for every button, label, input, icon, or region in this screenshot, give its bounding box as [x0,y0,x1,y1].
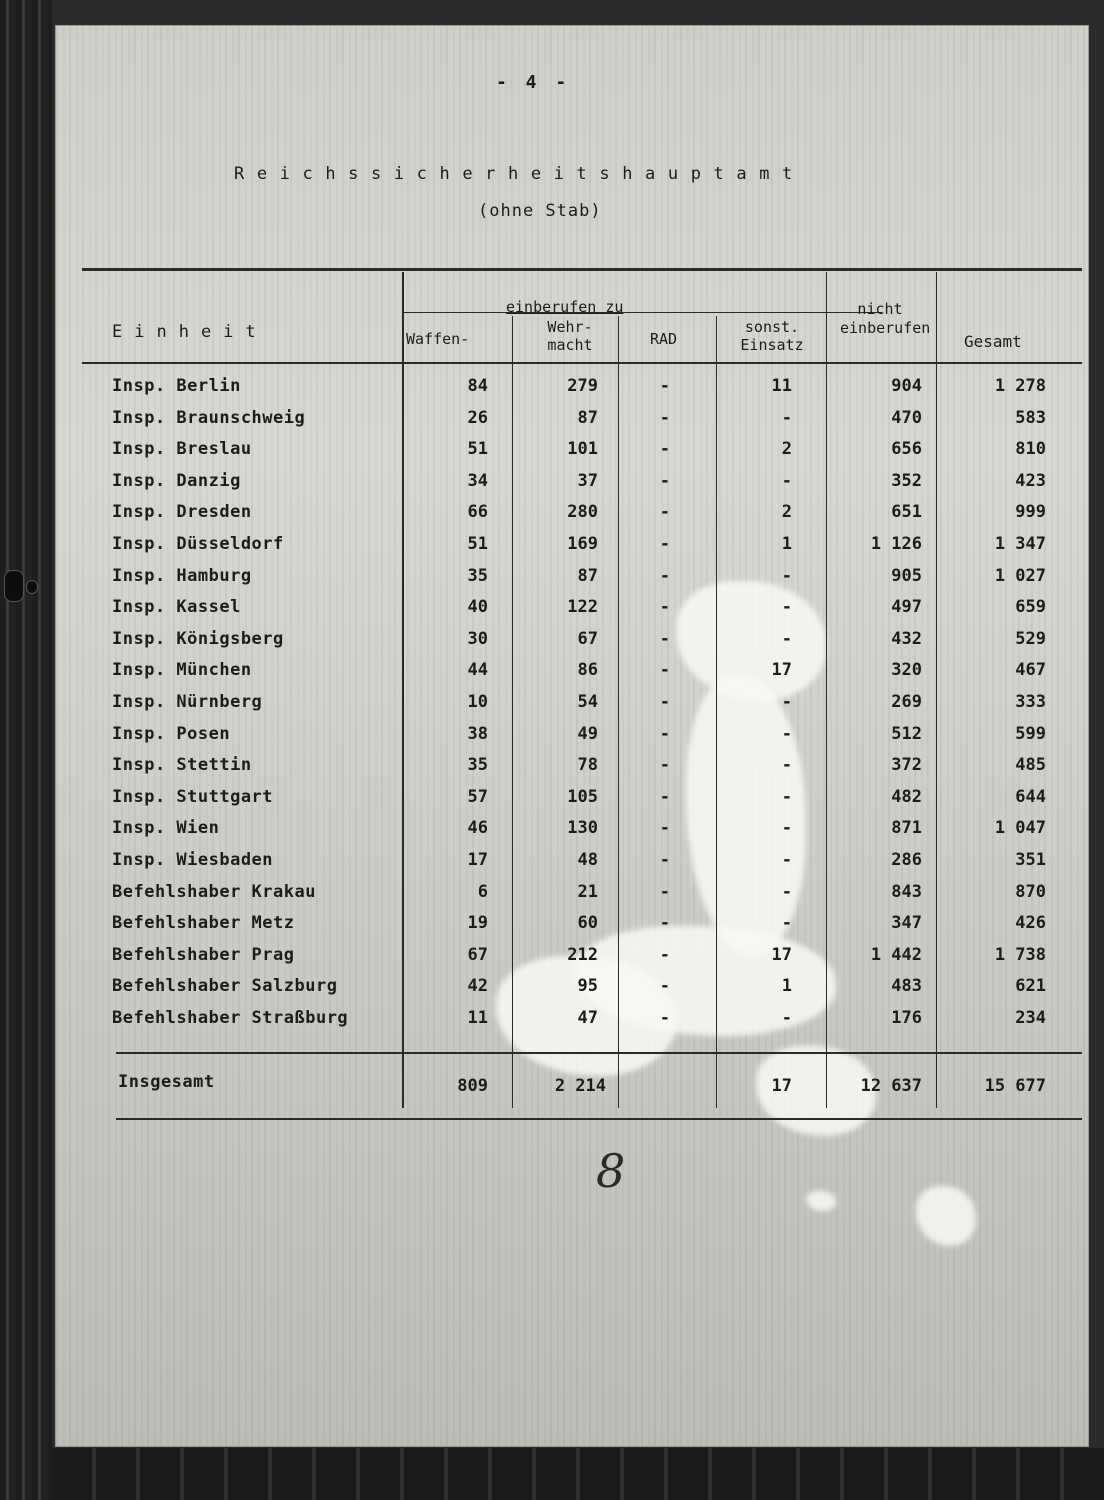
row-waffen: 35 [467,565,488,586]
row-rad: - [659,786,670,807]
row-unit: Insp. Nürnberg [112,692,263,712]
row-rad: - [659,755,670,776]
row-wehrmacht: 279 [567,376,598,396]
total-wehrmacht: 2 214 [554,1076,606,1096]
row-rad: - [659,976,670,997]
row-gesamt: 426 [1015,913,1046,934]
row-wehrmacht: 87 [577,565,598,586]
row-wehrmacht: 95 [577,976,598,997]
row-nicht: 269 [891,692,922,712]
row-nicht: 286 [891,850,922,870]
row-gesamt: 1 278 [994,376,1046,396]
row-unit: Insp. München [112,660,252,681]
row-rad: - [659,723,670,744]
row-waffen: 30 [467,628,488,649]
row-unit: Insp. Posen [112,723,231,744]
row-wehrmacht: 49 [577,723,598,744]
row-waffen: 51 [467,534,488,554]
binder-hole-small [26,580,38,594]
row-gesamt: 644 [1015,786,1046,807]
row-rad: - [659,692,670,712]
row-sonst: - [781,597,792,618]
row-gesamt: 810 [1015,439,1046,460]
row-sonst: - [781,723,792,744]
row-waffen: 19 [467,913,488,934]
row-gesamt: 621 [1015,976,1046,997]
col-header-waffen: Waffen- [406,330,470,348]
row-unit: Befehlshaber Metz [112,913,295,934]
col-header-einheit: Einheit [112,322,268,342]
row-unit: Insp. Berlin [112,376,241,396]
row-waffen: 17 [467,850,488,870]
row-sonst: 2 [781,439,792,460]
row-unit: Befehlshaber Salzburg [112,976,338,997]
row-wehrmacht: 78 [577,755,598,776]
page-subtitle: (ohne Stab) [478,201,602,221]
total-waffen: 809 [457,1076,488,1096]
row-wehrmacht: 48 [577,850,598,870]
row-unit: Insp. Wien [112,818,220,839]
total-gesamt: 15 677 [984,1076,1046,1096]
row-sonst: - [781,470,792,491]
row-gesamt: 351 [1015,850,1046,870]
row-sonst: 11 [771,376,792,396]
row-unit: Insp. Danzig [112,470,241,491]
row-unit: Insp. Hamburg [112,565,252,586]
paper-stain [916,1186,976,1246]
row-waffen: 51 [467,439,488,460]
row-wehrmacht: 37 [577,470,598,491]
group-header-einberufen: einberufen zu [506,298,624,316]
total-sonst: 17 [771,1076,792,1096]
row-rad: - [659,850,670,870]
row-wehrmacht: 87 [577,407,598,428]
column-divider [618,316,619,1108]
row-gesamt: 467 [1015,660,1046,681]
row-nicht: 497 [891,597,922,618]
binder-hole [4,570,24,602]
page-title: Reichssicherheitshauptamt [234,164,805,184]
column-divider [402,272,404,1108]
row-gesamt: 999 [1015,502,1046,523]
row-unit: Befehlshaber Prag [112,944,295,965]
row-waffen: 35 [467,755,488,776]
row-waffen: 42 [467,976,488,997]
row-rad: - [659,818,670,839]
row-unit: Insp. Königsberg [112,628,284,649]
row-rad: - [659,534,670,554]
row-wehrmacht: 212 [567,944,598,965]
scan-bottom-strip [52,1448,1104,1500]
row-gesamt: 529 [1015,628,1046,649]
column-divider [512,316,513,1108]
row-nicht: 651 [891,502,922,523]
row-waffen: 44 [467,660,488,681]
row-rad: - [659,881,670,902]
col-header-rad: RAD [650,330,678,348]
row-unit: Insp. Breslau [112,439,252,460]
row-rad: - [659,597,670,618]
document-page [56,26,1088,1446]
paper-stain [806,1191,836,1211]
row-waffen: 46 [467,818,488,839]
row-waffen: 66 [467,502,488,523]
row-nicht: 483 [891,976,922,997]
row-unit: Insp. Kassel [112,597,241,618]
row-waffen: 57 [467,786,488,807]
total-nicht: 12 637 [860,1076,922,1096]
row-nicht: 176 [891,1008,922,1028]
row-unit: Insp. Braunschweig [112,407,306,428]
row-rad: - [659,565,670,586]
row-rad: - [659,439,670,460]
row-gesamt: 1 347 [994,534,1046,554]
row-sonst: - [781,755,792,776]
row-waffen: 38 [467,723,488,744]
row-wehrmacht: 130 [567,818,598,839]
row-wehrmacht: 101 [567,439,598,460]
row-rad: - [659,944,670,965]
row-unit: Insp. Wiesbaden [112,850,274,870]
row-nicht: 512 [891,723,922,744]
row-sonst: - [781,565,792,586]
col-header-sonst: sonst. Einsatz [740,318,804,354]
row-sonst: - [781,407,792,428]
row-nicht: 347 [891,913,922,934]
row-nicht: 432 [891,628,922,649]
row-unit: Befehlshaber Straßburg [112,1008,349,1028]
row-sonst: - [781,881,792,902]
row-sonst: - [781,818,792,839]
row-waffen: 11 [467,1008,488,1028]
row-unit: Insp. Stettin [112,755,252,776]
row-gesamt: 659 [1015,597,1046,618]
row-wehrmacht: 169 [567,534,598,554]
row-nicht: 871 [891,818,922,839]
row-sonst: - [781,628,792,649]
table-top-rule [82,268,1082,271]
row-rad: - [659,502,670,523]
row-sonst: - [781,850,792,870]
row-rad: - [659,470,670,491]
row-nicht: 470 [891,407,922,428]
row-wehrmacht: 280 [567,502,598,523]
row-rad: - [659,407,670,428]
row-nicht: 904 [891,376,922,396]
row-gesamt: 1 047 [994,818,1046,839]
row-waffen: 40 [467,597,488,618]
header-bottom-rule [82,362,1082,364]
row-rad: - [659,628,670,649]
row-waffen: 34 [467,470,488,491]
row-gesamt: 599 [1015,723,1046,744]
col-header-wehrmacht: Wehr-macht [547,318,593,354]
row-waffen: 10 [467,692,488,712]
row-nicht: 1 442 [870,944,922,965]
row-nicht: 372 [891,755,922,776]
row-wehrmacht: 54 [577,692,598,712]
row-unit: Insp. Düsseldorf [112,534,284,554]
row-nicht: 482 [891,786,922,807]
page-number: - 4 - [496,72,571,93]
row-gesamt: 423 [1015,470,1046,491]
row-sonst: - [781,913,792,934]
row-nicht: 656 [891,439,922,460]
row-sonst: - [781,692,792,712]
row-gesamt: 333 [1015,692,1046,712]
total-label: Insgesamt [118,1072,215,1092]
row-unit: Befehlshaber Krakau [112,881,316,902]
row-nicht: 843 [891,881,922,902]
row-wehrmacht: 21 [577,881,598,902]
handwritten-page-mark: 8 [596,1144,626,1198]
row-gesamt: 1 738 [994,944,1046,965]
row-gesamt: 485 [1015,755,1046,776]
row-waffen: 26 [467,407,488,428]
row-nicht: 1 126 [870,534,922,554]
row-rad: - [659,376,670,396]
row-wehrmacht: 122 [567,597,598,618]
binder-edge [0,0,52,1500]
row-wehrmacht: 47 [577,1008,598,1028]
row-wehrmacht: 105 [567,786,598,807]
row-sonst: 2 [781,502,792,523]
row-waffen: 84 [467,376,488,396]
row-gesamt: 1 027 [994,565,1046,586]
row-sonst: - [781,1008,792,1028]
row-nicht: 320 [891,660,922,681]
col-header-nicht: nicht einberufen [840,300,931,337]
row-wehrmacht: 86 [577,660,598,681]
row-waffen: 6 [477,881,488,902]
row-gesamt: 234 [1015,1008,1046,1028]
group-header-rule [402,312,882,313]
col-header-gesamt: Gesamt [964,332,1022,351]
total-top-rule [116,1052,1082,1054]
row-nicht: 352 [891,470,922,491]
row-rad: - [659,1008,670,1028]
column-divider [716,316,717,1108]
row-sonst: 1 [781,534,792,554]
row-sonst: 1 [781,976,792,997]
row-unit: Insp. Stuttgart [112,786,274,807]
row-rad: - [659,913,670,934]
row-sonst: - [781,786,792,807]
row-sonst: 17 [771,660,792,681]
total-bottom-rule [116,1118,1082,1120]
row-waffen: 67 [467,944,488,965]
row-wehrmacht: 67 [577,628,598,649]
row-wehrmacht: 60 [577,913,598,934]
row-nicht: 905 [891,565,922,586]
row-rad: - [659,660,670,681]
row-sonst: 17 [771,944,792,965]
row-gesamt: 870 [1015,881,1046,902]
row-gesamt: 583 [1015,407,1046,428]
row-unit: Insp. Dresden [112,502,252,523]
